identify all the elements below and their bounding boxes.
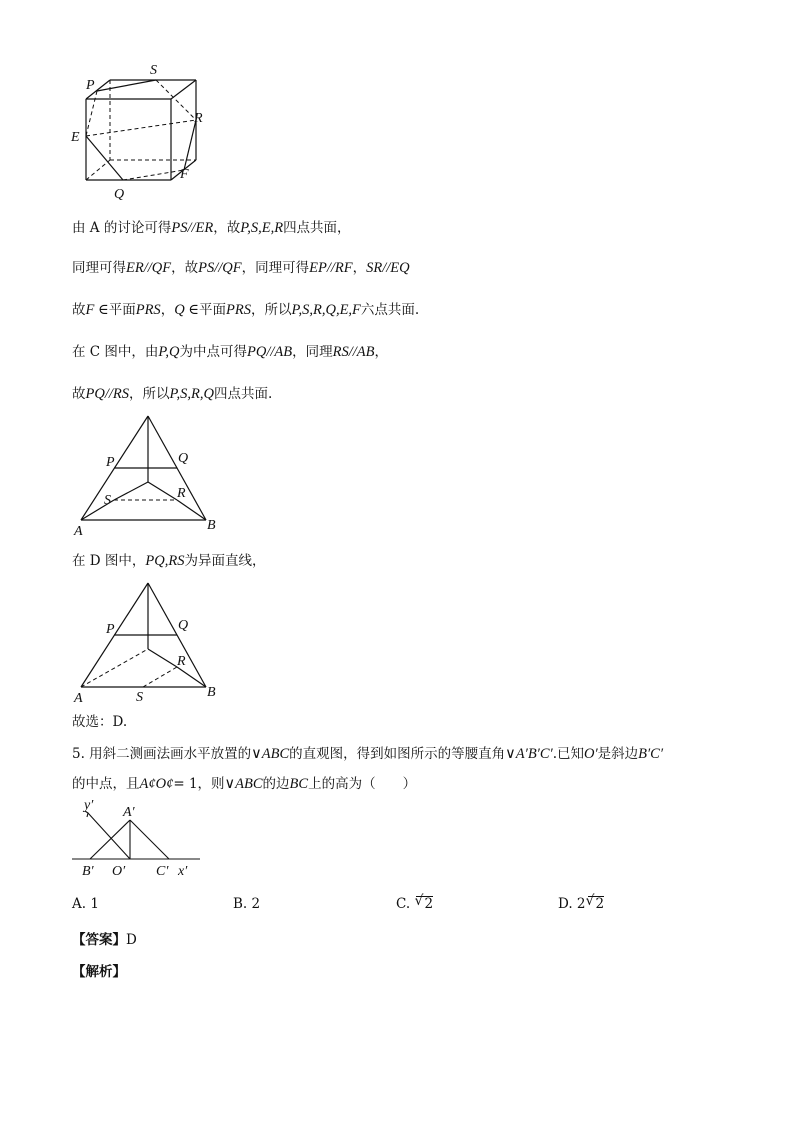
question-5-line-2: 的中点，且A¢O¢= 1，则∨ABC的边BC上的高为（ ） — [72, 776, 417, 792]
fig-d-label-P: P — [106, 622, 115, 637]
q5-label-A: A′ — [123, 805, 135, 820]
cube-label-P: P — [86, 78, 95, 93]
solution-line-3: 故F ∈平面PRS，Q ∈平面PRS，所以P,S,R,Q,E,F六点共面. — [72, 302, 420, 318]
answer-line: 【答案】D — [72, 932, 137, 948]
fig-c-label-A: A — [74, 524, 83, 539]
option-a[interactable]: A. 1 — [72, 896, 99, 912]
fig-c-label-P: P — [106, 455, 115, 470]
fig-d-label-Q: Q — [178, 618, 189, 633]
cube-label-S: S — [150, 63, 157, 78]
question-5-line-1: 5. 用斜二测画法画水平放置的∨ABC的直观图，得到如图所示的等腰直角∨A′B′C′.已知O′是斜边B′C′ — [72, 746, 664, 762]
figure-d — [66, 577, 236, 707]
q5-label-x: x′ — [178, 864, 188, 879]
solution-line-2: 同理可得ER//QF，故PS//QF，同理可得EP//RF，SR//EQ — [72, 260, 410, 276]
q5-label-O: O′ — [112, 864, 126, 879]
q5-label-B: B′ — [82, 864, 94, 879]
q5-label-C: C′ — [156, 864, 169, 879]
cube-label-R: R — [194, 111, 203, 126]
fig-c-label-Q: Q — [178, 451, 189, 466]
fig-c-label-B: B — [207, 518, 216, 533]
question-5-figure — [66, 797, 206, 882]
fig-d-label-A: A — [74, 691, 83, 706]
fig-d-label-R: R — [177, 654, 186, 669]
option-c[interactable]: C. √ 2 — [396, 894, 433, 914]
fig-c-label-R: R — [177, 486, 186, 501]
sqrt-symbol: √ 2 — [416, 896, 433, 911]
q5-label-y: y′ — [84, 798, 94, 813]
fig-c-label-S: S — [104, 493, 111, 508]
solution-line-1: 由 A 的讨论可得PS//ER，故P,S,E,R四点共面， — [72, 220, 351, 236]
figure-c — [66, 410, 236, 540]
option-b[interactable]: B. 2 — [233, 896, 261, 912]
fig-d-label-B: B — [207, 685, 216, 700]
cube-figure — [66, 60, 226, 205]
cube-label-F: F — [180, 167, 189, 182]
solution-line-5: 故PQ//RS，所以P,S,R,Q四点共面. — [72, 386, 273, 402]
fig-d-label-S: S — [136, 690, 143, 705]
option-d[interactable]: D. 2√ 2 — [558, 894, 604, 914]
solution-line-7: 故选：D. — [72, 714, 128, 730]
cube-label-Q: Q — [114, 187, 125, 202]
analysis-tag: 【解析】 — [72, 964, 126, 980]
solution-line-6: 在 D 图中，PQ,RS为异面直线， — [72, 553, 266, 569]
cube-label-E: E — [71, 130, 80, 145]
solution-line-4: 在 C 图中，由P,Q为中点可得PQ//AB，同理RS//AB， — [72, 344, 389, 360]
sqrt-symbol: √ 2 — [588, 896, 605, 911]
